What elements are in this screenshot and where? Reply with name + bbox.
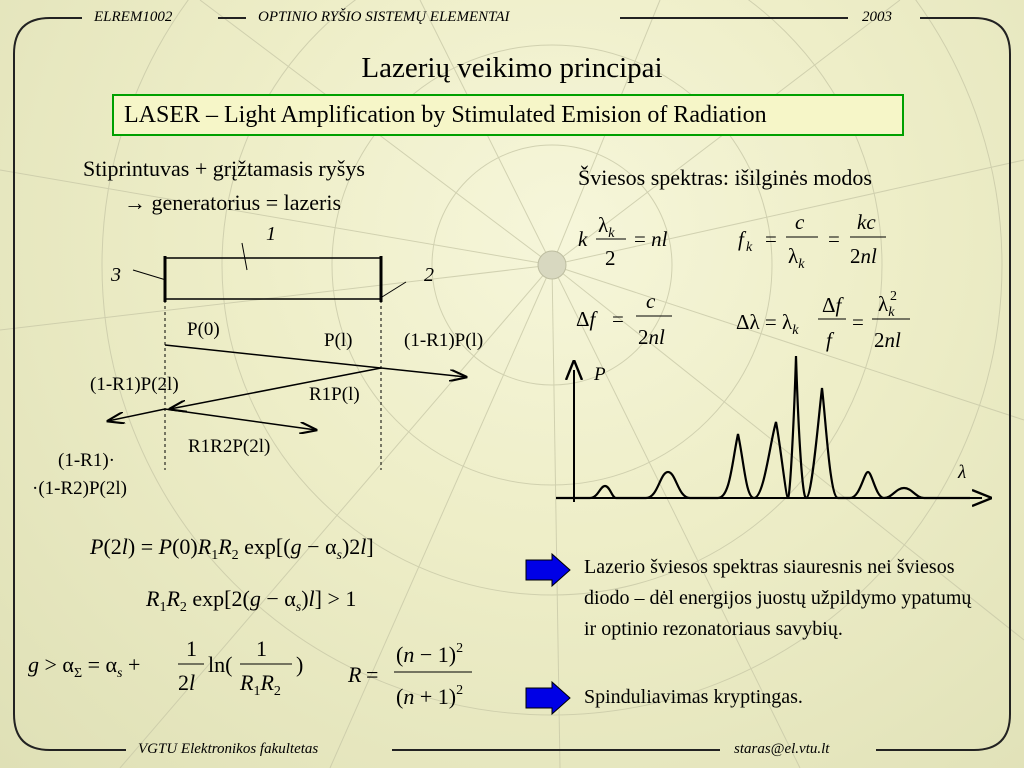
label-3: 3 [111,264,121,286]
note-spectrum: Lazerio šviesos spektras siauresnis nei šviesos diodo – dėl energijos juostų užpildymo ypatumų ir optinio rezonatoriaus savybių. [584,556,972,640]
svg-text:Δf: Δf [576,307,596,331]
svg-text:ln(: ln( [208,652,233,677]
svg-text:R1R2: $R_1R_2$ [240,670,281,699]
svg-text:k: k [746,240,753,255]
svg-text:(n + 1)2: $(n + 1)^2$ [396,683,464,709]
svg-text:g > αΣ = αs +: $g > \alpha_\Sigma = \alpha_s$ + [28,652,141,681]
label-2: 2 [424,264,434,286]
svg-text:=: = [612,307,624,331]
equation-4 [90,706,99,707]
footer-email: staras@el.vtu.lt [734,741,830,757]
slide-title: Lazerių veikimo principai [361,52,663,84]
svg-text:2nl: 2nl [850,244,877,268]
axis-label-p: P [594,364,606,385]
equation-1 [90,700,103,701]
header-code: ELREM1002 [94,9,173,25]
header-year: 2003 [862,9,892,25]
svg-text:Δf: Δf [822,293,842,317]
label-out-left-1: (1-R1)· [58,450,115,471]
svg-text:kc: kc [857,210,876,234]
note-directional: Spinduliavimas kryptingas. [584,686,803,708]
svg-text:1: 1 [256,636,267,661]
equations-block [28,520,560,720]
svg-text:=: = [366,662,379,687]
svg-text:): ) [296,652,304,677]
svg-text:λk: $\lambda_k$ [788,244,805,272]
svg-text:k: k [578,227,588,251]
blue-arrow-icon [524,552,574,588]
svg-text:c: c [646,289,656,313]
label-r1pl: R1P(l) [309,384,360,405]
generator-text: → generatorius = lazeris [124,190,342,215]
svg-text:Δλ = λk: $\Delta\lambda = \lambda_k$ [736,310,799,338]
footer-faculty: VGTU Elektronikos fakultetas [138,741,319,757]
svg-text:(n − 1)2: $(n - 1)^2$ [396,641,464,667]
label-out-right: (1-R1)P(l) [404,330,484,351]
svg-text:P(2l) = P(0)R1R2 exp[(g − αs)2: $P(2l) = P(0)R_1R_2$ $\exp[(g - \alpha_s)2l]$ [90,534,374,563]
amplifier-feedback-text: Stiprintuvas + grįžtamasis ryšys [83,156,365,181]
svg-text:=: = [828,227,840,251]
svg-text:1: 1 [186,636,197,661]
label-out-left-2: ·(1-R2)P(2l) [32,478,127,499]
svg-text:2: 2 [605,246,616,270]
svg-text:λk: $\lambda_k$ [878,292,895,320]
label-r1r2p2l: R1R2P(2l) [188,436,271,457]
svg-text:2: 2 [890,289,897,304]
svg-text:R: R [348,662,362,687]
spectrum-curve [556,356,970,498]
svg-text:2nl: 2nl [874,328,901,352]
svg-text:2l: 2l [178,670,196,695]
label-p0: P(0) [187,319,220,340]
svg-text:2nl: 2nl [638,325,665,349]
beam-output-left [108,409,165,421]
label-p2l: (1-R1)P(2l) [90,374,179,395]
beam-second-pass [165,409,316,430]
svg-text:= nl: = nl [634,227,668,251]
label-pl: P(l) [324,330,353,351]
svg-text:λk: $\lambda_k$ [598,213,615,241]
laser-definition-text: LASER – Light Amplification by Stimulated Emision of Radiation [124,102,767,128]
spectrum-formulas [570,205,990,365]
active-medium [165,258,381,299]
blue-arrow-icon [524,680,574,716]
svg-text:f: f [738,227,744,251]
equation-3 [90,704,103,705]
spectrum-heading: Šviesos spektras: išilginės modos [578,165,872,190]
spectrum-plot [550,362,990,512]
equation-2 [90,702,100,703]
svg-text:=: = [765,227,777,251]
svg-text:f: f [826,328,832,352]
label-1: 1 [266,223,276,245]
svg-text:R1R2 exp[2(g − αs)l] > 1: $R_1R_2$ $\exp[2(g - \alpha_s)l] > 1$ [146,586,357,615]
axis-label-lambda: λ [958,462,967,483]
header-course: OPTINIO RYŠIO SISTEMŲ ELEMENTAI [258,9,510,25]
svg-text:=: = [852,310,864,334]
svg-text:c: c [795,210,805,234]
